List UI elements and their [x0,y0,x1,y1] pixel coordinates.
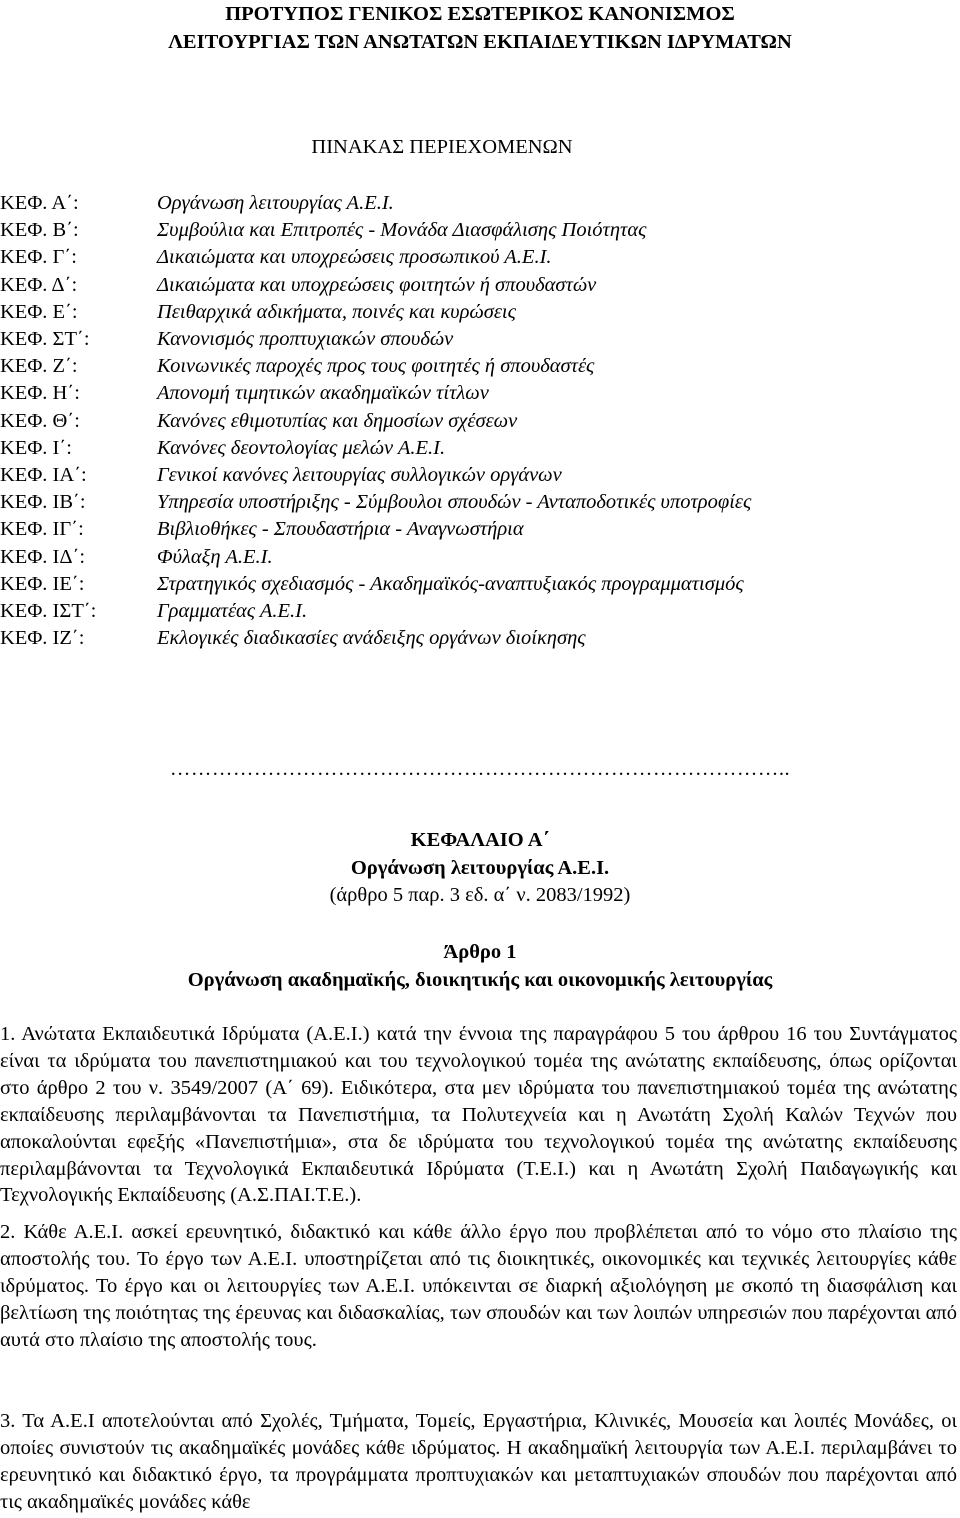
document-title-line-1: ΠΡΟΤΥΠΟΣ ΓΕΝΙΚΟΣ ΕΣΩΤΕΡΙΚΟΣ ΚΑΝΟΝΙΣΜΟΣ [225,3,735,25]
chapter-subtitle: Οργάνωση λειτουργίας Α.Ε.Ι. [350,857,610,879]
toc-item-title: Κανονισμός προπτυχιακών σπουδών [157,328,454,350]
toc-item-number: ΚΕΦ. ΙΓ΄: [0,518,84,541]
toc-item-number: ΚΕΦ. Α΄: [0,192,79,214]
toc-item-number: ΚΕΦ. ΙΒ΄: [0,491,86,514]
toc-item-number: ΚΕΦ. ΙΑ΄: [0,464,87,486]
article-paragraph-3: 3. Τα Α.Ε.Ι αποτελούνται από Σχολές, Τμήματα, Τομείς, Εργαστήρια, Κλινικές, Μουσεία και λοιπές Μονάδες, οι οποίες συνιστούν τις ακαδημαϊκές μονάδες κάθε ιδρύματος. Η ακαδημαϊκή λειτουργία των Α.Ε.Ι. περιλαμβάνει το ερευνητικό και διδακτικό έργο, τα προγράμματα προπτυχιακών και μεταπτυχιακών σπουδών που παρέχονται από τις ακαδημαϊκές μονάδες κάθε [0,1410,957,1513]
toc-item-title: Οργάνωση λειτουργίας Α.Ε.Ι. [157,192,394,214]
toc-item-number: ΚΕΦ. ΣΤ΄: [0,328,90,350]
toc-item-title: Υπηρεσία υποστήριξης - Σύμβουλοι σπουδών - Ανταποδοτικές υποτροφίες [157,491,752,514]
toc-item-title: Κανόνες δεοντολογίας μελών Α.Ε.Ι. [157,436,446,459]
article-paragraph-2: 2. Κάθε Α.Ε.Ι. ασκεί ερευνητικό, διδακτικό και κάθε άλλο έργο που προβλέπεται από το νόμο στο πλαίσιο της αποστολής του. Το έργο των Α.Ε.Ι. υποστηρίζεται από τις διοικητικές, οικονομικές και τεχνικές λειτουργίες κάθε ιδρύματος. Το έργο και οι λειτουργίες των Α.Ε.Ι. υπόκεινται σε διαρκή αξιολόγηση με σκοπό τη διασφάλιση και βελτίωση της ποιότητας της έρευνας και διδασκαλίας, των σπουδών και των λοιπών υπηρεσιών που παρέχονται από αυτά στο πλαίσιο της αποστολής τους. [0,1221,957,1351]
toc-item-title: Κανόνες εθιμοτυπίας και δημοσίων σχέσεων [157,409,518,432]
toc-item-title: Στρατηγικός σχεδιασμός - Ακαδημαϊκός-αναπτυξιακός προγραμματισμός [157,572,744,595]
article-heading: Άρθρο 1 [443,941,517,963]
toc-item-number: ΚΕΦ. Γ΄: [0,246,77,269]
toc-item-number: ΚΕΦ. ΙΣΤ΄: [0,600,97,622]
toc-item-number: ΚΕΦ. ΙΕ΄: [0,572,85,595]
toc-item-number: ΚΕΦ. ΙΖ΄: [0,627,85,650]
toc-item-title: Γενικοί κανόνες λειτουργίας συλλογικών οργάνων [157,464,562,486]
toc-heading: ΠΙΝΑΚΑΣ ΠΕΡΙΕΧΟΜΕΝΩΝ [311,136,573,158]
toc-item-title: Βιβλιοθήκες - Σπουδαστήρια - Αναγνωστήρια [157,518,524,541]
toc-item-title: Φύλαξη Α.Ε.Ι. [157,545,273,568]
toc-item-number: ΚΕΦ. Ε΄: [0,300,78,323]
toc-item-title: Γραμματέας Α.Ε.Ι. [157,600,308,622]
toc-item-number: ΚΕΦ. Δ΄: [0,273,78,296]
toc-item-title: Δικαιώματα και υποχρεώσεις φοιτητών ή σπουδαστών [157,273,597,296]
toc-item-number: ΚΕΦ. Ι΄: [0,436,72,459]
document-title-line-2: ΛΕΙΤΟΥΡΓΙΑΣ ΤΩΝ ΑΝΩΤΑΤΩΝ ΕΚΠΑΙΔΕΥΤΙΚΩΝ ΙΔΡΥΜΑΤΩΝ [168,31,792,53]
toc-item-title: Εκλογικές διαδικασίες ανάδειξης οργάνων διοίκησης [157,627,586,650]
toc-item-title: Κοινωνικές παροχές προς τους φοιτητές ή σπουδαστές [157,355,595,378]
article-title: Οργάνωση ακαδημαϊκής, διοικητικής και οικονομικής λειτουργίας [187,969,773,991]
toc-item-title: Πειθαρχικά αδικήματα, ποινές και κυρώσεις [157,300,516,323]
toc-item-number: ΚΕΦ. Ζ΄: [0,355,78,378]
toc-item-title: Απονομή τιμητικών ακαδημαϊκών τίτλων [157,382,489,405]
toc-item-title: Δικαιώματα και υποχρεώσεις προσωπικού Α.Ε.Ι. [157,246,552,269]
separator-dots: …………………………………………………………………………….. [169,758,791,780]
toc-item-title: Συμβούλια και Επιτροπές - Μονάδα Διασφάλισης Ποιότητας [157,219,647,242]
chapter-reference: (άρθρο 5 παρ. 3 εδ. α΄ ν. 2083/1992) [329,884,631,906]
toc-item-number: ΚΕΦ. Η΄: [0,382,80,405]
chapter-heading: ΚΕΦΑΛΑΙΟ Α΄ [410,829,550,851]
toc-item-number: ΚΕΦ. Θ΄: [0,409,80,432]
toc-item-number: ΚΕΦ. Β΄: [0,219,79,242]
article-paragraph-1: 1. Ανώτατα Εκπαιδευτικά Ιδρύματα (Α.Ε.Ι.) κατά την έννοια της παραγράφου 5 του άρθρου 16 του Συντάγματος είναι τα ιδρύματα του πανεπιστημιακού και του τεχνολογικού τομέα της ανώτατης εκπαίδευσης, όπως ορίζονται στο άρθρο 2 του ν. 3549/2007 (Α΄ 69). Ειδικότερα, στα μεν ιδρύματα του πανεπιστημιακού τομέα της ανώτατης εκπαίδευσης περιλαμβάνονται τα Πανεπιστήμια, τα Πολυτεχνεία και η Ανωτάτη Σχολή Καλών Τεχνών που αποκαλούνται εφεξής «Πανεπιστήμια», στα δε ιδρύματα του τεχνολογικού τομέα της ανώτατης εκπαίδευσης περιλαμβάνονται τα Τεχνολογικά Εκπαιδευτικά Ιδρύματα (Τ.Ε.Ι.) και η Ανωτάτη Σχολή Παιδαγωγικής και Τεχνολογικής Εκπαίδευσης (Α.Σ.ΠΑΙ.Τ.Ε.). [0,1023,957,1207]
toc-item-number: ΚΕΦ. ΙΔ΄: [0,545,86,568]
